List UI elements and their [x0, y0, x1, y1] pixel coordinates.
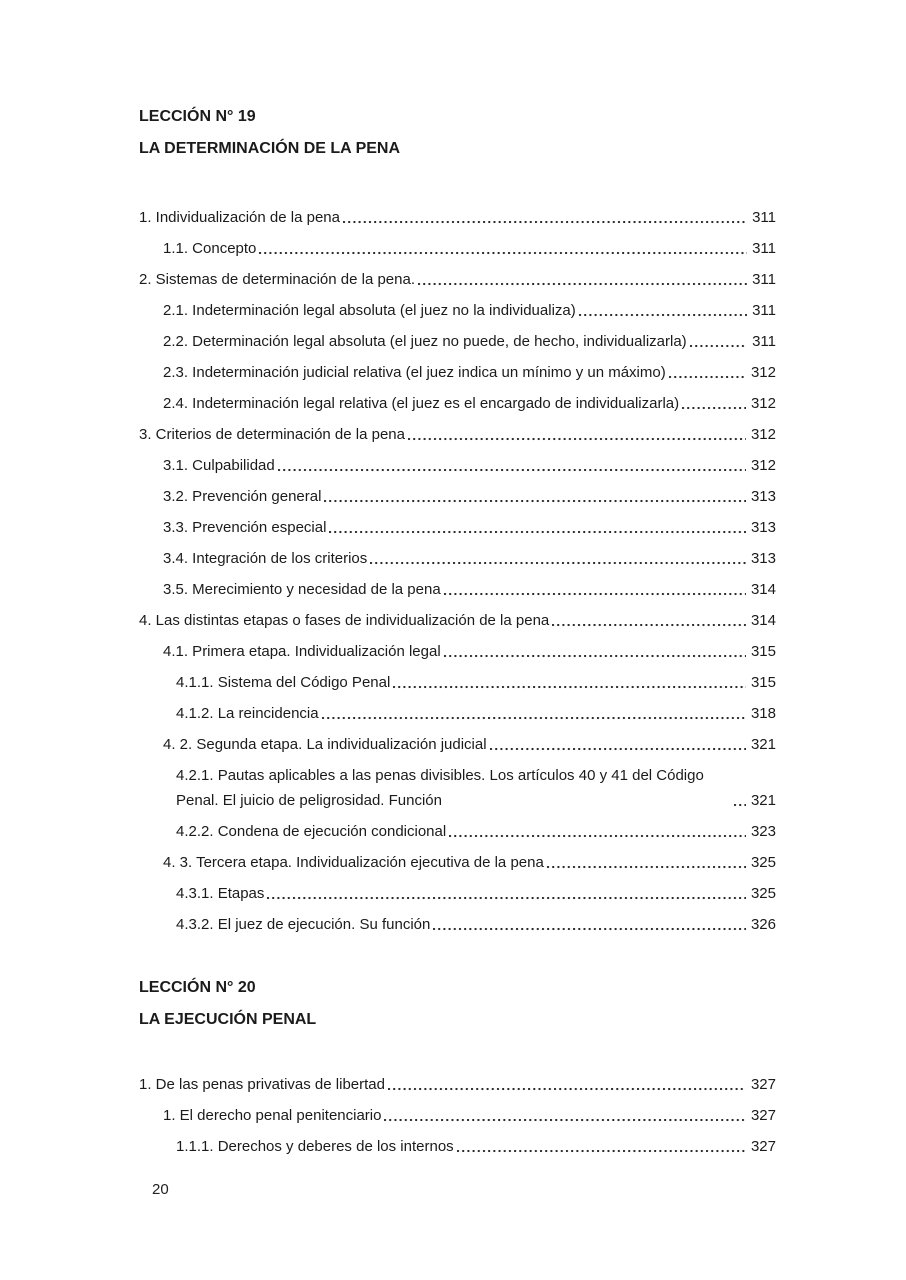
toc-entry — [139, 1103, 776, 1128]
toc-entry-page: 311 — [752, 209, 776, 226]
toc-entry — [139, 639, 776, 664]
toc-entry-page: 313 — [750, 519, 776, 536]
toc-entry — [139, 329, 776, 354]
toc-entry-page: 325 — [750, 854, 776, 871]
toc-leader-dots — [322, 701, 746, 726]
toc-entry-page: 326 — [750, 916, 776, 933]
toc-entry-page: 321 — [750, 792, 776, 809]
lesson-title-heading: LA DETERMINACIÓN DE LA PENA — [139, 140, 401, 157]
toc-entry-label: 4. 3. Tercera etapa. Individualización ejecutiva de la pena — [163, 854, 544, 871]
toc-leader-dots — [547, 850, 746, 875]
toc-entry-page: 325 — [750, 885, 776, 902]
toc-entry — [139, 360, 776, 385]
toc-leader-dots — [552, 608, 746, 633]
toc-entry-label: 4.2.1. Pautas aplicables a las penas divisibles. Los artículos 40 y 41 del Código Penal. El juicio de peligrosidad. Función — [176, 767, 704, 809]
toc-entry-page: 312 — [750, 457, 776, 474]
toc-entry-label: 3.3. Prevención especial — [163, 519, 327, 536]
toc-entry — [139, 608, 776, 633]
toc-leader-dots — [393, 670, 746, 695]
toc-leader-dots — [408, 422, 746, 447]
toc-entry — [139, 763, 776, 813]
toc-leader-dots — [278, 453, 746, 478]
toc-entry-label: 4.3.1. Etapas — [176, 885, 265, 902]
lesson-title-heading: LA EJECUCIÓN PENAL — [139, 1011, 317, 1028]
toc-entry-page: 313 — [750, 550, 776, 567]
toc-entry-page: 313 — [750, 488, 776, 505]
toc-entry-label: 1. El derecho penal penitenciario — [163, 1107, 382, 1124]
toc-leader-dots — [370, 546, 746, 571]
lesson-number-heading: LECCIÓN N° 19 — [139, 108, 256, 125]
toc-list — [139, 205, 776, 937]
toc-leader-dots — [259, 236, 747, 261]
toc-leader-dots — [690, 329, 747, 354]
lesson-section — [139, 972, 776, 1159]
toc-entry — [139, 1072, 776, 1097]
toc-entry — [139, 701, 776, 726]
toc-leader-dots — [384, 1103, 745, 1128]
toc-entry-page: 327 — [750, 1107, 776, 1124]
toc-leader-dots — [444, 639, 746, 664]
toc-entry — [139, 298, 776, 323]
toc-entry — [139, 850, 776, 875]
toc-entry — [139, 236, 776, 261]
toc-entry — [139, 912, 776, 937]
toc-entry — [139, 819, 776, 844]
toc-entry-label: 3.5. Merecimiento y necesidad de la pena — [163, 581, 441, 598]
toc-leader-dots — [734, 788, 746, 813]
toc-entry — [139, 577, 776, 602]
toc-entry — [139, 484, 776, 509]
toc-entry-label: 1.1. Concepto — [163, 240, 257, 257]
toc-leader-dots — [418, 267, 747, 292]
toc-entry — [139, 881, 776, 906]
toc-entry — [139, 453, 776, 478]
toc-list — [139, 1072, 776, 1159]
toc-entry-label: 3.2. Prevención general — [163, 488, 322, 505]
toc-entry-label: 1. Individualización de la pena — [139, 209, 340, 226]
toc-entry-page: 312 — [750, 395, 776, 412]
toc-entry-page: 311 — [752, 333, 776, 350]
toc-leader-dots — [343, 205, 747, 230]
toc-entry-label: 4.1. Primera etapa. Individualización legal — [163, 643, 441, 660]
toc-entry-label: 3.1. Culpabilidad — [163, 457, 275, 474]
toc-entry-page: 315 — [750, 674, 776, 691]
toc-entry-page: 311 — [752, 240, 776, 257]
toc-entry-label: 4. 2. Segunda etapa. La individualización judicial — [163, 736, 487, 753]
toc-entry-page: 315 — [750, 643, 776, 660]
lesson-section — [139, 101, 776, 937]
toc-entry-page: 312 — [750, 426, 776, 443]
toc-entry-page: 318 — [750, 705, 776, 722]
toc-entry — [139, 1134, 776, 1159]
toc-entry-page: 323 — [750, 823, 776, 840]
toc-entry-label: 4. Las distintas etapas o fases de individualización de la pena — [139, 612, 550, 629]
toc-entry-label: 2.3. Indeterminación judicial relativa (el juez indica un mínimo y un máximo) — [163, 364, 666, 381]
toc-entry-label: 1.1.1. Derechos y deberes de los internos — [176, 1138, 454, 1155]
toc-entry-page: 314 — [750, 581, 776, 598]
toc-entry — [139, 205, 776, 230]
toc-entry — [139, 391, 776, 416]
toc-entry — [139, 732, 776, 757]
toc-entry-label: 3. Criterios de determinación de la pena — [139, 426, 405, 443]
toc-leader-dots — [490, 732, 746, 757]
toc-entry — [139, 670, 776, 695]
toc-entry-page: 327 — [750, 1138, 776, 1155]
toc-entry-label: 4.1.2. La reincidencia — [176, 705, 319, 722]
toc-entry-label: 2.2. Determinación legal absoluta (el juez no puede, de hecho, individualizarla) — [163, 333, 687, 350]
toc-entry-page: 312 — [750, 364, 776, 381]
toc-entry-label: 2.1. Indeterminación legal absoluta (el juez no la individualiza) — [163, 302, 576, 319]
toc-entry-label: 1. De las penas privativas de libertad — [139, 1076, 385, 1093]
toc-entry — [139, 267, 776, 292]
toc-leader-dots — [669, 360, 746, 385]
toc-leader-dots — [449, 819, 746, 844]
toc-leader-dots — [457, 1134, 746, 1159]
toc-leader-dots — [579, 298, 747, 323]
toc-leader-dots — [388, 1072, 746, 1097]
toc-leader-dots — [324, 484, 746, 509]
toc-entry-label: 2. Sistemas de determinación de la pena. — [139, 271, 415, 288]
toc-entry — [139, 546, 776, 571]
toc-leader-dots — [682, 391, 746, 416]
page-number-footer: 20 — [152, 1181, 169, 1198]
toc-leader-dots — [267, 881, 746, 906]
toc-entry-label: 2.4. Indeterminación legal relativa (el juez es el encargado de individualizarla) — [163, 395, 680, 412]
toc-entry-label: 3.4. Integración de los criterios — [163, 550, 368, 567]
toc-entry-label: 4.3.2. El juez de ejecución. Su función — [176, 916, 431, 933]
toc-entry-page: 321 — [750, 736, 776, 753]
toc-content — [139, 101, 776, 1165]
toc-entry — [139, 515, 776, 540]
toc-entry-page: 314 — [750, 612, 776, 629]
toc-entry-page: 327 — [750, 1076, 776, 1093]
toc-entry-page: 311 — [752, 302, 776, 319]
toc-entry-page: 311 — [752, 271, 776, 288]
toc-entry-label: 4.2.2. Condena de ejecución condicional — [176, 823, 447, 840]
toc-entry — [139, 422, 776, 447]
toc-leader-dots — [444, 577, 746, 602]
toc-entry-label: 4.1.1. Sistema del Código Penal — [176, 674, 391, 691]
toc-leader-dots — [329, 515, 746, 540]
toc-leader-dots — [433, 912, 746, 937]
lesson-number-heading: LECCIÓN N° 20 — [139, 979, 256, 996]
